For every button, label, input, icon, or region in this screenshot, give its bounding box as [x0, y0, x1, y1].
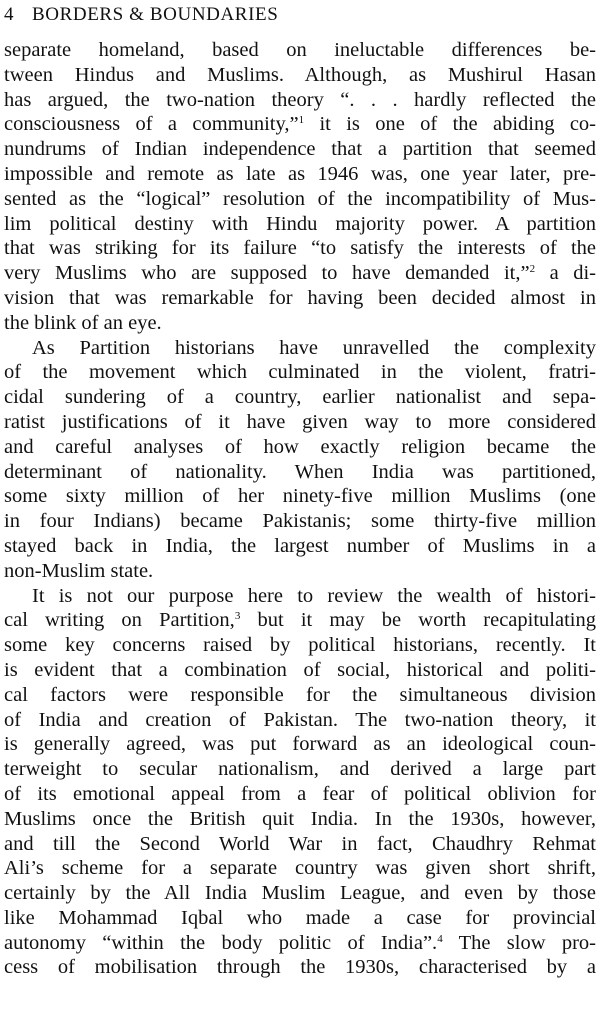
line-text: nundrums of Indian independence that a partition that seemed [4, 138, 596, 161]
text-line [4, 881, 596, 906]
line-text: like Mohammad Iqbal who made a case for provincial [4, 906, 596, 929]
text-line [4, 559, 596, 584]
line-text: and till the Second World War in fact, Chaudhry Rehmat [4, 832, 596, 855]
line-text: stayed back in India, the largest number of Muslims in a [4, 534, 596, 557]
text-line [4, 484, 596, 509]
line-text: of its emotional appeal from a fear of political oblivion for [4, 782, 596, 805]
line-text: As Partition historians have unravelled the complexity [32, 336, 596, 359]
page-number: 4 [4, 4, 14, 25]
text-line [4, 658, 596, 683]
line-text: cidal sundering of a country, earlier nationalist and sepa- [4, 386, 596, 409]
line-text: in four Indians) became Pakistanis; some thirty-five million [4, 510, 596, 533]
line-text: of the movement which culminated in the violent, fratri- [4, 361, 596, 384]
footnote-marker: 1 [298, 114, 305, 127]
text-line [4, 757, 596, 782]
text-line [4, 460, 596, 485]
line-text: vision that was remarkable for having been decided almost in [4, 286, 596, 309]
line-text: consciousness of a community,” [4, 113, 299, 136]
line-text: cess of mobilisation through the 1930s, characterised by a [4, 956, 596, 979]
line-text: certainly by the All India Muslim League, and even by those [4, 882, 596, 905]
text-line [4, 931, 596, 956]
line-text: separate homeland, based on ineluctable differences be- [4, 39, 596, 61]
line-text: autonomy “within the body politic of India”. [4, 931, 438, 954]
text-line [4, 732, 596, 757]
text-line [4, 311, 596, 336]
text-line [4, 534, 596, 559]
line-text: lim political destiny with Hindu majority power. A partition [4, 212, 596, 235]
line-text: determinant of nationality. When India was partitioned, [4, 460, 596, 483]
line-text: Ali’s scheme for a separate country was given short shrift, [4, 857, 596, 880]
line-text-continued: The slow pro- [442, 931, 596, 954]
text-line [4, 137, 596, 162]
line-text: cal writing on Partition, [4, 609, 235, 632]
text-line [4, 782, 596, 807]
line-text: sented as the “logical” resolution of the incompatibility of Mus- [4, 187, 596, 210]
text-line [4, 509, 596, 534]
line-text: some key concerns raised by political historians, recently. It [4, 634, 596, 657]
text-line [4, 112, 596, 137]
text-line [4, 584, 596, 609]
line-text-continued: it is one of the abiding co- [304, 113, 596, 136]
line-text: impossible and remote as late as 1946 was, one year later, pre- [4, 162, 596, 185]
body-text [4, 38, 596, 980]
footnote-marker: 4 [437, 932, 443, 945]
text-line [4, 187, 596, 212]
text-line [4, 633, 596, 658]
text-line [4, 336, 596, 361]
text-line [4, 955, 596, 980]
text-line [4, 63, 596, 88]
text-line [4, 212, 596, 237]
text-line [4, 38, 596, 63]
line-text: Muslims once the British quit India. In the 1930s, however, [4, 807, 596, 830]
line-text: some sixty million of her ninety-five million Muslims (one [4, 485, 596, 508]
line-text-continued: but it may be worth recapitulating [240, 609, 596, 632]
text-line [4, 261, 596, 286]
line-text: of India and creation of Pakistan. The two-nation theory, it [4, 708, 596, 731]
text-line [4, 162, 596, 187]
text-line [4, 286, 596, 311]
text-line [4, 708, 596, 733]
text-line [4, 360, 596, 385]
line-text: and careful analyses of how exactly religion became the [4, 435, 596, 458]
text-line [4, 832, 596, 857]
line-text: ratist justifications of it have given way to more considered [4, 410, 596, 433]
text-line [4, 608, 596, 633]
line-text: cal factors were responsible for the simultaneous division [4, 683, 596, 706]
text-line [4, 807, 596, 832]
footnote-marker: 3 [234, 610, 241, 623]
text-line [4, 385, 596, 410]
text-line [4, 410, 596, 435]
line-text: very Muslims who are supposed to have demanded it,” [4, 262, 530, 285]
text-line [4, 88, 596, 113]
text-line [4, 906, 596, 931]
line-text: the blink of an eye. [4, 311, 162, 334]
line-text: that was striking for its failure “to satisfy the interests of the [4, 237, 596, 260]
text-line [4, 236, 596, 261]
line-text: has argued, the two-nation theory “. . . hardly reflected the [4, 88, 596, 111]
line-text: terweight to secular nationalism, and derived a large part [4, 758, 596, 781]
text-line [4, 856, 596, 881]
line-text: is evident that a combination of social, historical and politi- [4, 658, 596, 681]
running-head-title: BORDERS & BOUNDARIES [32, 4, 279, 25]
line-text: tween Hindus and Muslims. Although, as Mushirul Hasan [4, 63, 596, 86]
text-line [4, 435, 596, 460]
footnote-marker: 2 [529, 263, 536, 276]
line-text: It is not our purpose here to review the wealth of histori- [32, 584, 596, 607]
line-text: is generally agreed, was put forward as an ideological coun- [4, 733, 596, 756]
running-head [4, 2, 278, 28]
line-text: non-Muslim state. [4, 559, 154, 582]
text-line [4, 683, 596, 708]
line-text-continued: a di- [535, 262, 596, 285]
